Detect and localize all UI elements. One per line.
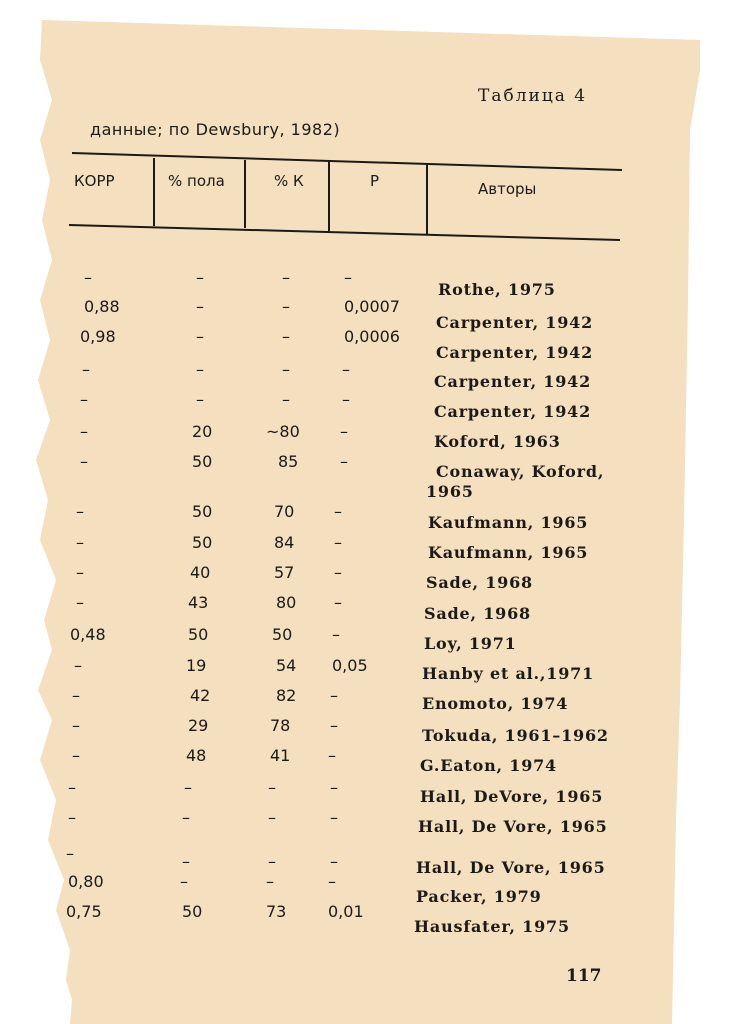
cell-authors: Kaufmann, 1965 xyxy=(428,513,589,532)
cell-korr: 0,98 xyxy=(80,327,116,346)
cell-sex-percent: 50 xyxy=(192,502,213,521)
header-p: Р xyxy=(370,172,380,190)
cell-p: – xyxy=(330,716,338,735)
cell-korr: – xyxy=(82,360,90,379)
cell-k-percent: – xyxy=(282,360,290,379)
cell-k-percent: 41 xyxy=(270,746,291,765)
cell-sex-percent: – xyxy=(182,852,190,871)
cell-p: – xyxy=(334,593,342,612)
cell-authors: Conaway, Koford, xyxy=(436,462,605,481)
cell-k-percent: 50 xyxy=(272,625,293,644)
cell-sex-percent: – xyxy=(196,327,204,346)
cell-p: – xyxy=(334,502,342,521)
cell-korr: 0,88 xyxy=(84,297,120,316)
cell-korr: – xyxy=(80,422,88,441)
cell-sex-percent: 19 xyxy=(186,656,207,675)
cell-korr: – xyxy=(76,593,84,612)
cell-p: – xyxy=(340,422,348,441)
cell-p: – xyxy=(334,563,342,582)
cell-korr: 0,80 xyxy=(68,872,104,891)
cell-authors: Carpenter, 1942 xyxy=(436,313,594,332)
header-k-percent: % К xyxy=(274,172,304,190)
cell-p: – xyxy=(328,872,336,891)
cell-sex-percent: 40 xyxy=(190,563,211,582)
cell-sex-percent: 50 xyxy=(192,533,213,552)
cell-korr: – xyxy=(72,716,80,735)
cell-authors: G.Eaton, 1974 xyxy=(420,756,557,775)
cell-authors: Hall, DeVore, 1965 xyxy=(420,787,604,806)
header-authors: Авторы xyxy=(478,180,537,198)
cell-k-percent: – xyxy=(282,327,290,346)
cell-k-percent: 73 xyxy=(266,902,287,921)
cell-k-percent: – xyxy=(266,872,274,891)
header-korr: КОРР xyxy=(74,172,115,190)
cell-k-percent: 57 xyxy=(274,563,295,582)
cell-sex-percent: 20 xyxy=(192,422,213,441)
cell-authors-cont: 1965 xyxy=(426,482,474,501)
cell-korr: – xyxy=(72,746,80,765)
cell-authors: Enomoto, 1974 xyxy=(422,694,569,713)
cell-sex-percent: 48 xyxy=(186,746,207,765)
cell-korr: – xyxy=(66,844,74,863)
cell-p: – xyxy=(330,686,338,705)
cell-k-percent: – xyxy=(268,778,276,797)
cell-korr: – xyxy=(68,778,76,797)
cell-korr: – xyxy=(80,390,88,409)
cell-p: – xyxy=(328,746,336,765)
table-caption: Таблица 4 xyxy=(478,86,588,106)
cell-authors: Tokuda, 1961–1962 xyxy=(422,726,609,745)
cell-p: – xyxy=(330,852,338,871)
cell-authors: Packer, 1979 xyxy=(416,887,542,906)
cell-p: – xyxy=(342,360,350,379)
cell-p: – xyxy=(340,452,348,471)
cell-k-percent: 84 xyxy=(274,533,295,552)
cell-sex-percent: – xyxy=(196,268,204,287)
cell-sex-percent: 50 xyxy=(192,452,213,471)
cell-k-percent: – xyxy=(282,390,290,409)
cell-k-percent: – xyxy=(268,852,276,871)
page-number: 117 xyxy=(566,966,602,986)
cell-authors: Loy, 1971 xyxy=(424,634,517,653)
cell-sex-percent: 50 xyxy=(188,625,209,644)
cell-authors: Carpenter, 1942 xyxy=(434,372,592,391)
cell-korr: – xyxy=(84,268,92,287)
cell-sex-percent: 29 xyxy=(188,716,209,735)
cell-authors: Sade, 1968 xyxy=(426,573,533,592)
cell-p: – xyxy=(330,778,338,797)
cell-p: 0,01 xyxy=(328,902,364,921)
cell-k-percent: – xyxy=(268,808,276,827)
cell-p: – xyxy=(334,533,342,552)
cell-authors: Rothe, 1975 xyxy=(438,280,556,299)
cell-authors: Carpenter, 1942 xyxy=(436,343,594,362)
cell-k-percent: 85 xyxy=(278,452,299,471)
cell-k-percent: 54 xyxy=(276,656,297,675)
cell-k-percent: 80 xyxy=(276,593,297,612)
cell-korr: – xyxy=(72,686,80,705)
cell-sex-percent: – xyxy=(196,390,204,409)
header-sex-percent: % пола xyxy=(168,172,225,190)
cell-sex-percent: 43 xyxy=(188,593,209,612)
cell-p: – xyxy=(342,390,350,409)
cell-authors: Kaufmann, 1965 xyxy=(428,543,589,562)
cell-korr: 0,75 xyxy=(66,902,102,921)
cell-korr: 0,48 xyxy=(70,625,106,644)
cell-p: – xyxy=(344,268,352,287)
cell-k-percent: – xyxy=(282,297,290,316)
cell-sex-percent: – xyxy=(182,808,190,827)
cell-sex-percent: 50 xyxy=(182,902,203,921)
cell-p: 0,05 xyxy=(332,656,368,675)
table-subtitle: данные; по Dewsbury, 1982) xyxy=(90,120,341,139)
cell-sex-percent: – xyxy=(196,297,204,316)
cell-sex-percent: 42 xyxy=(190,686,211,705)
cell-p: 0,0007 xyxy=(344,297,400,316)
cell-p: 0,0006 xyxy=(344,327,400,346)
cell-p: – xyxy=(330,808,338,827)
cell-sex-percent: – xyxy=(180,872,188,891)
cell-korr: – xyxy=(76,563,84,582)
cell-p: – xyxy=(332,625,340,644)
cell-authors: Sade, 1968 xyxy=(424,604,531,623)
cell-korr: – xyxy=(80,452,88,471)
cell-k-percent: – xyxy=(282,268,290,287)
cell-k-percent: ~80 xyxy=(266,422,300,441)
cell-k-percent: 70 xyxy=(274,502,295,521)
cell-k-percent: 78 xyxy=(270,716,291,735)
cell-korr: – xyxy=(74,656,82,675)
cell-korr: – xyxy=(76,533,84,552)
cell-authors: Koford, 1963 xyxy=(434,432,561,451)
cell-authors: Carpenter, 1942 xyxy=(434,402,592,421)
cell-authors: Hall, De Vore, 1965 xyxy=(416,858,606,877)
cell-sex-percent: – xyxy=(196,360,204,379)
cell-k-percent: 82 xyxy=(276,686,297,705)
cell-korr: – xyxy=(76,502,84,521)
cell-authors: Hausfater, 1975 xyxy=(414,917,570,936)
cell-authors: Hanby et al.,1971 xyxy=(422,664,595,683)
cell-korr: – xyxy=(68,808,76,827)
cell-authors: Hall, De Vore, 1965 xyxy=(418,817,608,836)
cell-sex-percent: – xyxy=(184,778,192,797)
